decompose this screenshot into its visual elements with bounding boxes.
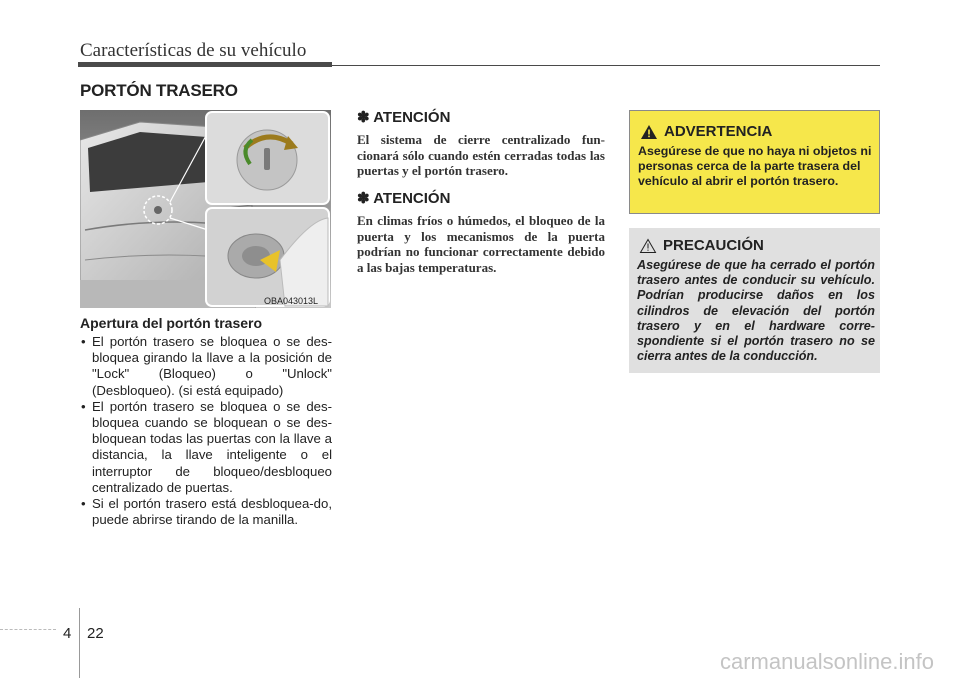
attention-title: ✽ ATENCIÓN bbox=[357, 109, 451, 126]
bullet-list bbox=[80, 334, 332, 528]
caution-triangle-icon bbox=[639, 238, 657, 254]
section-title: PORTÓN TRASERO bbox=[80, 81, 238, 100]
list-item bbox=[80, 496, 332, 528]
subheading-opening-tailgate: Apertura del portón trasero bbox=[80, 315, 263, 331]
watermark: carmanualsonline.info bbox=[719, 649, 934, 674]
list-item bbox=[80, 334, 332, 399]
list-item bbox=[80, 399, 332, 496]
bullet-text: El portón trasero se bloquea o se des-bloquea cuando se bloquean o se des-bloquean todas las puertas con la llave a distancia, la llave inteligente o el interruptor de bloqueo/desbloqueo centralizado de puertas. bbox=[92, 398, 332, 495]
caution-text: Asegúrese de que ha cerrado el portón trasero antes de conducir su vehículo. Podrían producirse daños en los cilindros de elevación del portón trasero y en el hardware corre-spondiente si el portón trasero no se cierra antes de la conducción. bbox=[637, 258, 875, 364]
asterisk-icon: ✽ bbox=[357, 109, 370, 126]
footer-divider bbox=[79, 608, 80, 678]
chapter-number: 4 bbox=[63, 625, 72, 642]
footer-dashed-rule bbox=[0, 629, 56, 630]
bullet-icon: • bbox=[81, 496, 86, 512]
tailgate-illustration bbox=[80, 110, 331, 308]
page-number: 22 bbox=[87, 625, 104, 642]
attention-text: En climas fríos o húmedos, el bloqueo de la puerta y los mecanismos de la puerta podrían no funcionar correctamente debido a las bajas temperaturas. bbox=[357, 213, 605, 275]
warning-text: Asegúrese de que no haya ni objetos ni personas cerca de la parte trasera del vehículo al abrir el portón trasero. bbox=[638, 144, 872, 188]
figure-code: OBA043013L bbox=[264, 296, 319, 306]
header-rule bbox=[332, 65, 880, 66]
caution-box bbox=[629, 228, 880, 373]
attention-title: ✽ ATENCIÓN bbox=[357, 190, 451, 207]
header-title: Características de su vehículo bbox=[80, 40, 307, 61]
bullet-text: Si el portón trasero está desbloquea-do, puede abrirse tirando de la manilla. bbox=[92, 496, 332, 528]
bullet-icon: • bbox=[81, 398, 86, 414]
attention-note-2 bbox=[357, 189, 605, 275]
warning-triangle-icon bbox=[640, 124, 658, 140]
attention-note-1 bbox=[357, 108, 605, 179]
tailgate-drawing bbox=[80, 110, 331, 308]
warning-box bbox=[629, 110, 880, 214]
bullet-icon: • bbox=[81, 334, 86, 349]
attention-text: El sistema de cierre centralizado fun-cionará sólo cuando estén cerradas todas las puertas y el portón trasero. bbox=[357, 132, 605, 178]
caution-title: PRECAUCIÓN bbox=[639, 237, 764, 254]
bullet-text: El portón trasero se bloquea o se des-bloquea girando la llave a la posición de "Lock" (Bloqueo) o "Unlock" (Desbloqueo). (si está equipado) bbox=[92, 334, 332, 398]
header-bar bbox=[78, 62, 332, 67]
warning-title: ADVERTENCIA bbox=[640, 123, 772, 140]
asterisk-icon: ✽ bbox=[357, 190, 370, 207]
